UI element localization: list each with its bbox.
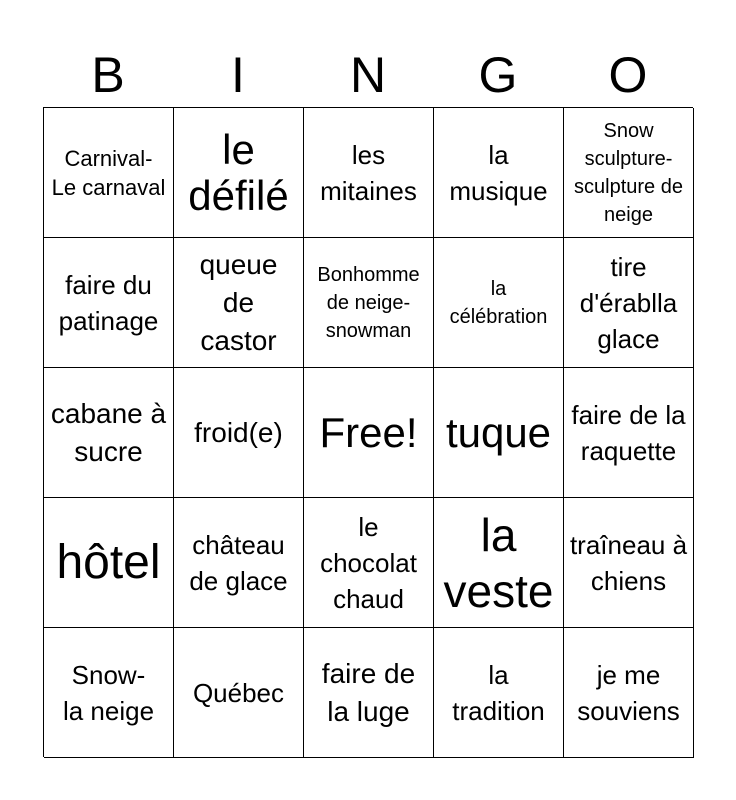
bingo-cell-r4c3[interactable]	[304, 498, 434, 628]
header-letter-i: I	[231, 47, 245, 103]
cell-text: je me souviens	[577, 659, 680, 726]
cell-text: Québec	[192, 677, 285, 708]
bingo-cell-r2c1[interactable]	[44, 238, 174, 368]
bingo-header	[43, 42, 693, 108]
cell-text: tire d'érablla glace	[579, 251, 678, 354]
bingo-cell-r2c3[interactable]	[304, 238, 434, 368]
cell-text: faire de la raquette	[571, 399, 686, 466]
header-letter-n: N	[349, 47, 387, 103]
cell-text: Bonhomme de neige-snowman	[317, 263, 420, 342]
bingo-cell-r1c4[interactable]	[434, 108, 564, 238]
bingo-board	[43, 107, 693, 757]
bingo-cell-r3c5[interactable]	[564, 368, 694, 498]
cell-text: la célébration	[449, 277, 548, 328]
cell-text: Snow- la neige	[62, 659, 155, 726]
bingo-cell-r3c1[interactable]	[44, 368, 174, 498]
bingo-cell-r3c3[interactable]	[304, 368, 434, 498]
cell-text: cabane à sucre	[50, 397, 167, 467]
bingo-cell-r3c2[interactable]	[174, 368, 304, 498]
bingo-cell-r1c1[interactable]	[44, 108, 174, 238]
bingo-cell-r2c5[interactable]	[564, 238, 694, 368]
bingo-cell-r5c4[interactable]	[434, 628, 564, 758]
bingo-cell-r4c4[interactable]	[434, 498, 564, 628]
cell-text: le chocolat chaud	[320, 511, 417, 614]
cell-text: tuque	[445, 408, 552, 456]
cell-text: les mitaines	[320, 139, 417, 206]
cell-text: la veste	[443, 508, 554, 617]
cell-text: faire du patinage	[58, 269, 159, 336]
cell-text: traîneau à chiens	[569, 529, 688, 596]
bingo-cell-r5c3[interactable]	[304, 628, 434, 758]
cell-text: queue de castor	[199, 248, 278, 356]
bingo-cell-r2c4[interactable]	[434, 238, 564, 368]
bingo-cell-r1c2[interactable]	[174, 108, 304, 238]
bingo-cell-r5c1[interactable]	[44, 628, 174, 758]
bingo-cell-r4c5[interactable]	[564, 498, 694, 628]
bingo-cell-r5c2[interactable]	[174, 628, 304, 758]
cell-text: hôtel	[56, 535, 161, 589]
header-letter-g: G	[478, 47, 518, 103]
cell-text: froid(e)	[194, 416, 283, 448]
cell-text: château de glace	[189, 529, 288, 596]
header-letter-o: O	[608, 47, 648, 103]
bingo-cell-r1c3[interactable]	[304, 108, 434, 238]
bingo-cell-r4c1[interactable]	[44, 498, 174, 628]
bingo-cell-r1c5[interactable]	[564, 108, 694, 238]
cell-text: la musique	[449, 139, 548, 206]
header-letter-b: B	[91, 47, 125, 103]
cell-text: Carnival- Le carnaval	[51, 145, 166, 200]
cell-text: la tradition	[452, 659, 545, 726]
cell-text: le défilé	[188, 125, 289, 219]
bingo-cell-r4c2[interactable]	[174, 498, 304, 628]
bingo-cell-r5c5[interactable]	[564, 628, 694, 758]
bingo-cell-r3c4[interactable]	[434, 368, 564, 498]
bingo-cell-r2c2[interactable]	[174, 238, 304, 368]
free-space-text: Free!	[319, 408, 418, 456]
cell-text: faire de la luge	[321, 657, 416, 727]
cell-text: Snow sculpture-sculpture de neige	[574, 119, 683, 226]
